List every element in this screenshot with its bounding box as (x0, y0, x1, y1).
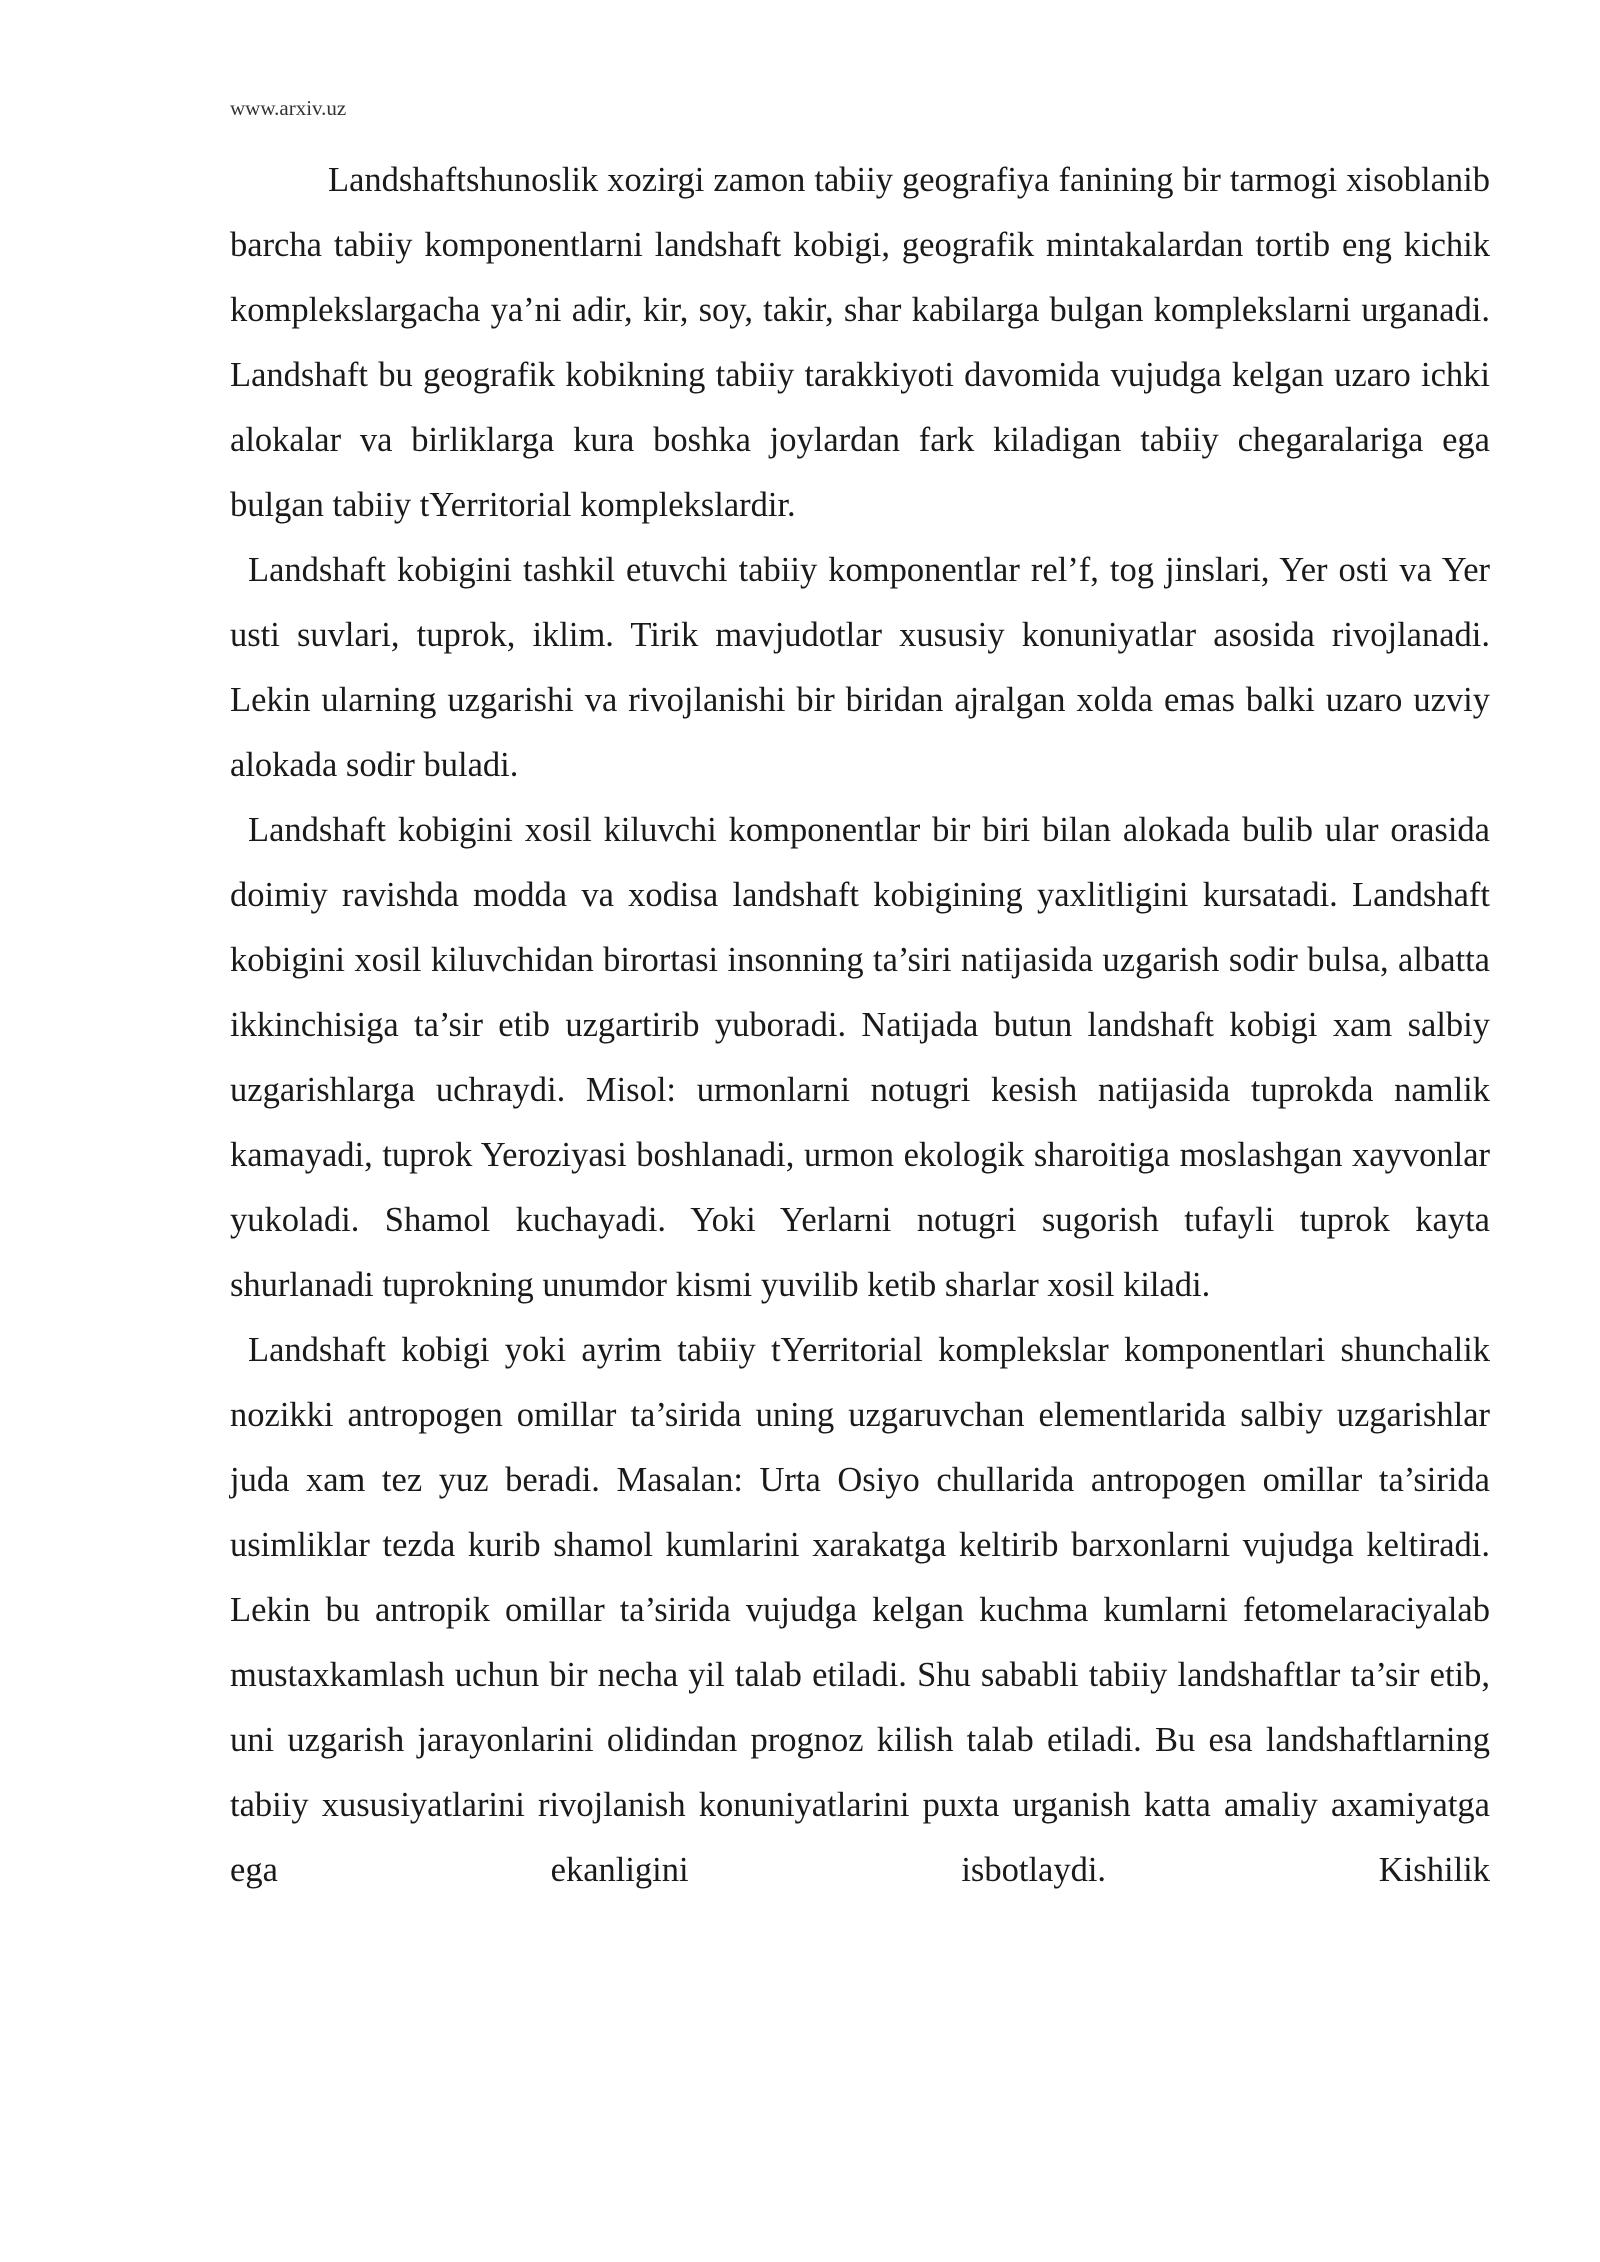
paragraph: Landshaftshunoslik xozirgi zamon tabiiy geografiya fanining bir tarmogi xisoblanib barcha tabiiy komponentlarni landshaft kobigi, geografik mintakalardan tortib eng kichik komplekslargacha ya’ni adir, kir, soy, takir, shar kabilarga bulgan komplekslarni urganadi. Landshaft bu geografik kobikning tabiiy tarakkiyoti davomida vujudga kelgan uzaro ichki alokalar va birliklarga kura boshka joylardan fark kiladigan tabiiy chegaralariga ega bulgan tabiiy tYerritorial komplekslardir. (230, 161, 1490, 524)
paragraph: Landshaft kobigini xosil kiluvchi komponentlar bir biri bilan alokada bulib ular orasida doimiy ravishda modda va xodisa landshaft kobigining yaxlitligini kursatadi. Landshaft kobigini xosil kiluvchidan birortasi insonning ta’siri natijasida uzgarish sodir bulsa, albatta ikkinchisiga ta’sir etib uzgartirib yuboradi. Natijada butun landshaft kobigi xam salbiy uzgarishlarga uchraydi. Misol: urmonlarni notugri kesish natijasida tuprokda namlik kamayadi, tuprok Yeroziyasi boshlanadi, urmon ekologik sharoitiga moslashgan xayvonlar yukoladi. Shamol kuchayadi. Yoki Yerlarni notugri sugorish tufayli tuprok kayta shurlanadi tuprokning unumdor kismi yuvilib ketib sharlar xosil kiladi. (230, 811, 1490, 1304)
paragraph: Landshaft kobigini tashkil etuvchi tabiiy komponentlar rel’f, tog jinslari, Yer osti va Yer usti suvlari, tuprok, iklim. Tirik mavjudotlar xususiy konuniyatlar asosida rivojlanadi. Lekin ularning uzgarishi va rivojlanishi bir biridan ajralgan xolda emas balki uzaro uzviy alokada sodir buladi. (230, 551, 1490, 784)
header-url: www.arxiv.uz (230, 96, 347, 120)
paragraph: Landshaft kobigi yoki ayrim tabiiy tYerritorial komplekslar komponentlari shunchalik nozikki antropogen omillar ta’sirida uning uzgaruvchan elementlarida salbiy uzgarishlar juda xam tez yuz beradi. Masalan: Urta Osiyo chullarida antropogen omillar ta’sirida usimliklar tezda kurib shamol kumlarini xarakatga keltirib barxonlarni vujudga keltiradi. Lekin bu antropik omillar ta’sirida vujudga kelgan kuchma kumlarni fetomelaraciyalab mustaxkamlash uchun bir necha yil talab etiladi. Shu sababli tabiiy landshaftlar ta’sir etib, uni uzgarish jarayonlarini olidindan prognoz kilish talab etiladi. Bu esa landshaftlarning tabiiy xususiyatlarini rivojlanish konuniyatlarini puxta urganish katta amaliy axamiyatga ega ekanligini isbotlaydi. Kishilik (230, 1331, 1490, 1889)
document-body (230, 148, 1490, 1903)
